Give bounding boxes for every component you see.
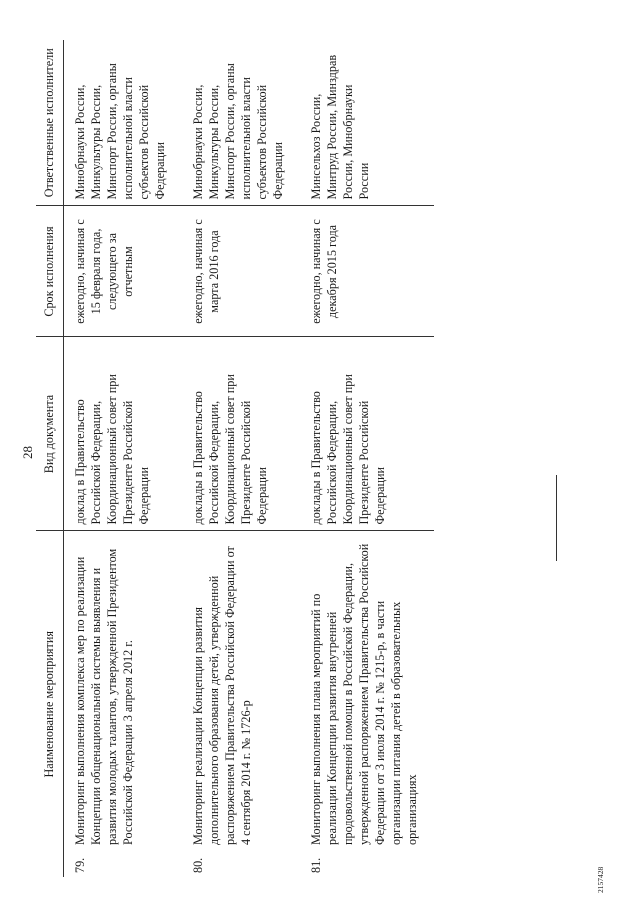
cell-name (64, 531, 183, 877)
measures-table (36, 40, 434, 877)
cell-term: ежегодно, начиная с марта 2016 года (182, 206, 300, 337)
table-row (182, 40, 300, 877)
header-executors: Ответственные исполнители (36, 40, 64, 206)
closing-rule (556, 475, 557, 561)
cell-name (182, 531, 300, 877)
header-term: Срок исполнения (36, 206, 64, 337)
cell-executors: Минсельхоз России, Минтруд России, Минздрав России, Минобрнауки России (300, 40, 434, 206)
cell-executors: Минобрнауки России, Минкультуры России, Минспорт России, органы исполнительной власти субъектов Российской Федерации (182, 40, 300, 206)
row-number: 79. (73, 857, 87, 873)
row-name: Мониторинг выполнения комплекса мер по реализации Концепции общенациональной системы выявления и развития молодых талантов, утвержденной Президентом Российской Федерации 3 апреля 2012 г. (73, 548, 135, 845)
cell-term: ежегодно, начиная с декабря 2015 года (300, 206, 434, 337)
header-doc-type: Вид документа (36, 337, 64, 531)
cell-doc-type: доклады в Правительство Российской Федерации, Координационный совет при Президенте Российской Федерации (182, 337, 300, 531)
cell-name (300, 531, 434, 877)
row-name: Мониторинг выполнения плана мероприятий по реализации Концепции развития внутренней продовольственной помощи в Российской Федерации, утвержденной распоряжением Правительства Российской Федерации от 3 июля 2014 г. № 1215-р, в части организации питания детей в образовательных организациях (309, 543, 419, 845)
cell-executors: Минобрнауки России, Минкультуры России, Минспорт России, органы исполнительной власти субъектов Российской Федерации (64, 40, 183, 206)
header-name: Наименование мероприятия (36, 531, 64, 877)
row-number: 81. (309, 857, 323, 873)
table-row (64, 40, 183, 877)
cell-doc-type: доклад в Правительство Российской Федерации, Координационный совет при Президенте Российской Федерации (64, 337, 183, 531)
table-row (300, 40, 434, 877)
table-header-row (36, 40, 64, 877)
row-number: 80. (191, 857, 205, 873)
page-number: 28 (20, 446, 35, 459)
row-name: Мониторинг реализации Концепции развития дополнительного образования детей, утвержденной распоряжением Правительства Российской Федерации от 4 сентября 2014 г. № 1726-р (191, 546, 253, 845)
cell-doc-type: доклады в Правительство Российской Федерации, Координационный совет при Президенте Российской Федерации (300, 337, 434, 531)
cell-term: ежегодно, начиная с 15 февраля года, следующего за отчетным (64, 206, 183, 337)
document-stamp: 2157428 (596, 866, 605, 893)
